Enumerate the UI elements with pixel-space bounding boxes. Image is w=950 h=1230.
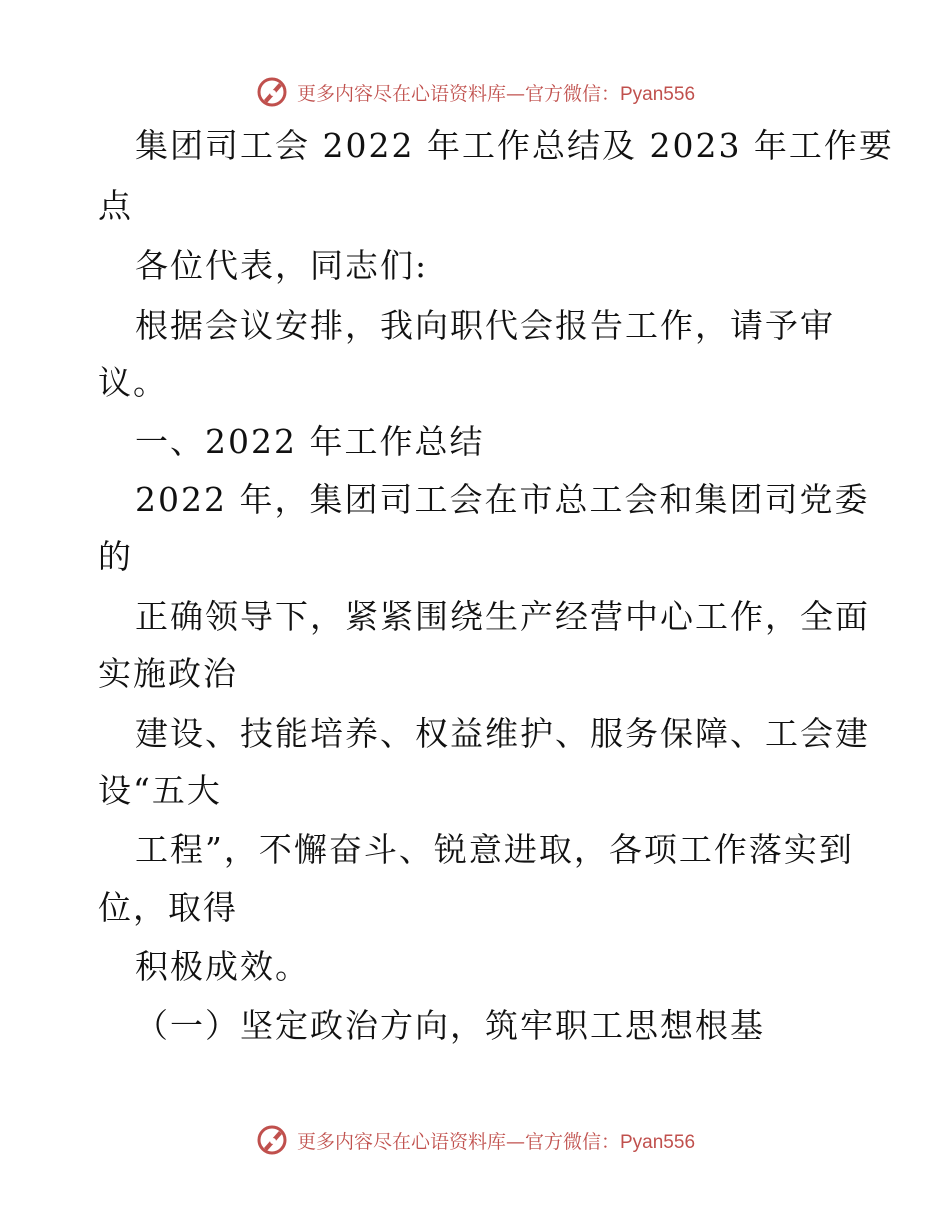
- subsection-heading: （一）坚定政治方向，筑牢职工思想根基: [135, 1006, 765, 1045]
- watermark-text: 更多内容尽在心语资料库—官方微信：Pyan556: [296, 82, 696, 105]
- paragraph-line: 建设、技能培养、权益维护、服务保障、工会建: [135, 714, 870, 753]
- paragraph-line: 设“五大: [98, 771, 222, 810]
- paragraph-line: 积极成效。: [135, 947, 310, 986]
- paragraph-line: 2022 年，集团司工会在市总工会和集团司党委: [135, 480, 870, 519]
- paragraph-line: 位，取得: [98, 888, 238, 927]
- paragraph-line: 的: [98, 537, 133, 576]
- paragraph-line: 实施政治: [98, 654, 238, 693]
- paragraph-line: 工程”，不懈奋斗、锐意进取，各项工作落实到: [135, 830, 854, 869]
- salutation: 各位代表，同志们:: [135, 246, 429, 285]
- paragraph-line: 正确领导下，紧紧围绕生产经营中心工作，全面: [135, 597, 870, 636]
- section-heading: 一、2022 年工作总结: [135, 422, 485, 461]
- watermark-text: 更多内容尽在心语资料库—官方微信：Pyan556: [296, 1130, 696, 1153]
- doc-title-continued: 点: [98, 186, 133, 225]
- pen-circle-icon: [255, 1123, 289, 1157]
- doc-title: 集团司工会 2022 年工作总结及 2023 年工作要: [135, 126, 894, 165]
- paragraph-line: 根据会议安排，我向职代会报告工作，请予审: [135, 306, 835, 345]
- watermark-footer: [0, 1120, 950, 1160]
- paragraph-line: 议。: [98, 363, 168, 402]
